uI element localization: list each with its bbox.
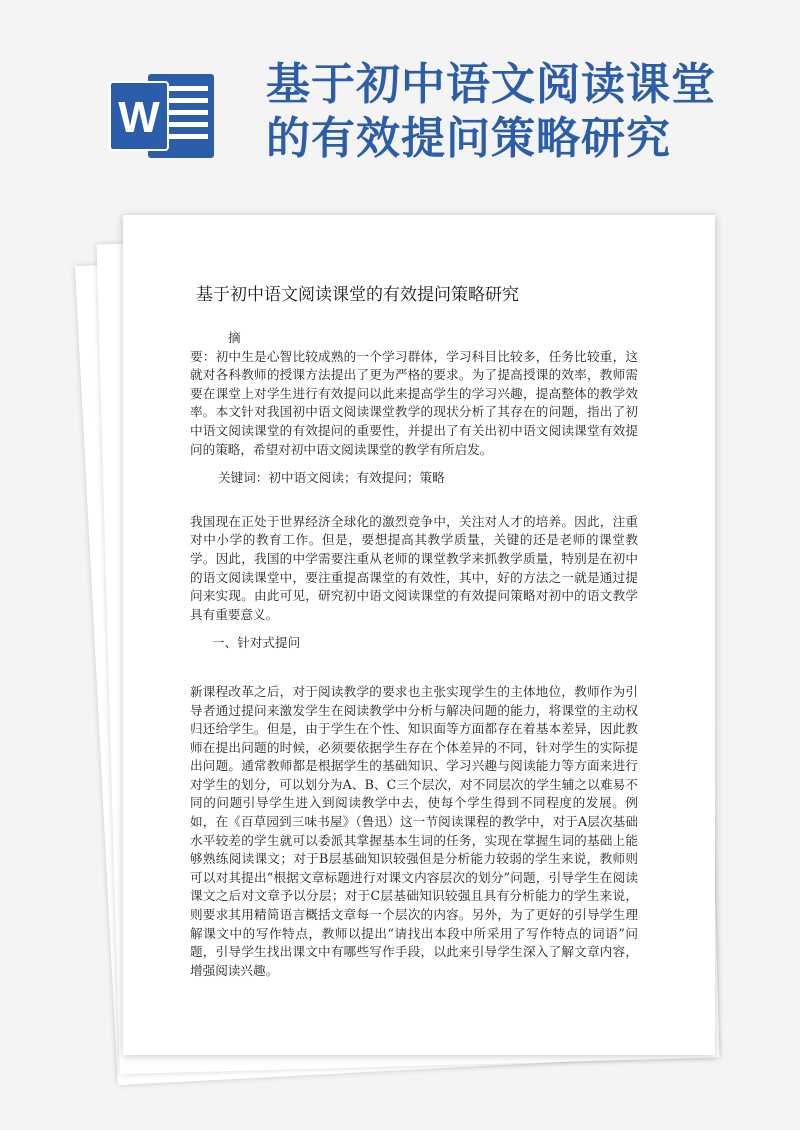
abstract-label: 摘 bbox=[228, 330, 241, 345]
section-heading: 一、针对式提问 bbox=[212, 635, 301, 651]
header-title-line2: 的有效提问策略研究 bbox=[266, 113, 671, 164]
abstract-body: 要：初中生是心智比较成熟的一个学习群体，学习科目比较多，任务比较重，这就对各科教师的授课方法提出了更为严格的要求。为了提高授课的效率，教师需要在课堂上对学生进行有效提问以此来提高学生的学习兴趣，提高整体的教学效率。本文针对我国初中语文阅读课堂教学的现状分析了其存在的问题，指出了初中语文阅读课堂的有效提问的重要性，并提出了有关出初中语文阅读课堂有效提问的策略，希望对初中语文阅读课堂的教学有所启发。 bbox=[190, 348, 638, 457]
word-icon-letter: W bbox=[118, 93, 160, 142]
header-title bbox=[266, 58, 786, 166]
keywords-line: 关键词：初中语文阅读；有效提问；策略 bbox=[218, 470, 445, 486]
word-doc-icon bbox=[108, 68, 218, 164]
document-title: 基于初中语文阅读课堂的有效提问策略研究 bbox=[196, 285, 519, 305]
document-page bbox=[190, 283, 638, 990]
intro-paragraph: 我国现在正处于世界经济全球化的激烈竞争中，关注对人才的培养。因此，注重对中小学的教育工作。但是，要想提高其教学质量，关键的还是老师的课堂教学。因此，我国的中学需要注重从老师的课堂教学来抓教学质量，特别是在初中的语文阅读课堂中，要注重提高课堂的有效性，其中，好的方法之一就是通过提问来实现。由此可见，研究初中语文阅读课堂的有效提问策略对初中的语文教学具有重要意义。 bbox=[190, 513, 638, 622]
section-body: 新课程改革之后，对于阅读教学的要求也主张实现学生的主体地位，教师作为引导者通过提问来激发学生在阅读教学中分析与解决问题的能力，将课堂的主动权归还给学生。但是，由于学生在个性、知识面等方面都存在着基本差异，因此教师在提出问题的时候，必须要依据学生存在个体差异的不同，针对学生的实际提出问题。通常教师都是根据学生的基础知识、学习兴趣与阅读能力等方面来进行对学生的划分，可以划分为A、B、C三个层次，对不同层次的学生辅之以难易不同的问题引导学生进入到阅读教学中去，使每个学生得到不同程度的发展。例如，在《百草园到三味书屋》（鲁迅）这一节阅读课程的教学中，对于A层次基础水平较差的学生就可以委派其掌握基本生词的任务，实现在掌握生词的基础上能够熟练阅读课文；对于B层基础知识较强但是分析能力较弱的学生来说，教师则可以对其提出“根据文章标题进行对课文内容层次的划分”问题，引导学生在阅读课文之后对文章予以分层；对于C层基础知识较强且具有分析能力的学生来说，则要求其用精简语言概括文章每一个层次的内容。另外，为了更好的引导学生理解课文中的写作特点，教师以提出“请找出本段中所采用了写作特点的词语”问题，引导学生找出课文中有哪些写作手段，以此来引导学生深入了解文章内容，增强阅读兴趣。 bbox=[190, 683, 638, 978]
header-title-line1: 基于初中语文阅读课堂 bbox=[266, 59, 716, 110]
